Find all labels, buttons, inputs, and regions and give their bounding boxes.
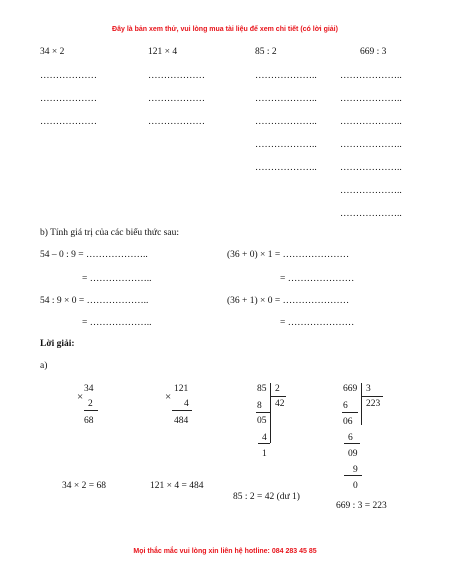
answer-line: ………………..: [340, 117, 402, 127]
answer-line: ………………..: [340, 163, 402, 173]
div-1-quotient: 42: [275, 399, 285, 409]
div-2-divisor: 3: [366, 384, 371, 394]
solution-heading: Lời giải:: [40, 339, 75, 349]
div-1-step-rule: [258, 443, 270, 444]
answer-line: ………………: [148, 117, 205, 127]
answer-line: ………………: [40, 71, 97, 81]
div-2-step: 06: [343, 417, 353, 427]
expression-1: 54 – 0 : 9 = ………………..: [40, 250, 148, 260]
answer-line: ………………..: [340, 140, 402, 150]
mult-1-rule: [84, 410, 98, 411]
answer-line: ………………: [40, 117, 97, 127]
answer-line: ………………..: [255, 94, 317, 104]
div-2-remainder: 0: [353, 481, 358, 491]
div-2-dividend: 669: [343, 384, 358, 394]
problem-2: 121 × 4: [148, 47, 178, 57]
div-1-step: 05: [257, 416, 267, 426]
mult-2-result: 484: [174, 416, 189, 426]
answer-line: ………………..: [340, 71, 402, 81]
div-2-step-rule: [342, 412, 358, 413]
answer-line: ………………..: [255, 140, 317, 150]
mult-2-answer: 121 × 4 = 484: [150, 481, 204, 491]
div-1-vertical-rule: [270, 383, 271, 443]
div-2-divisor-rule: [361, 396, 383, 397]
problem-1: 34 × 2: [40, 47, 65, 57]
hotline-banner: Mọi thắc mắc vui lòng xin liên hệ hotline: 084 283 45 85: [133, 548, 317, 555]
mult-2-bottom: 4: [184, 399, 189, 409]
div-2-vertical-rule: [361, 383, 362, 425]
div-1-divisor: 2: [275, 384, 280, 394]
answer-line: ………………..: [255, 163, 317, 173]
answer-line: ………………..: [340, 209, 402, 219]
expression-3-line2: = ………………..: [82, 318, 152, 328]
solution-part-a-label: a): [40, 361, 48, 371]
times-sign: ×: [165, 391, 172, 403]
times-sign: ×: [77, 391, 84, 403]
expression-1-line2: = ………………..: [82, 274, 152, 284]
answer-line: ………………: [148, 94, 205, 104]
mult-1-bottom: 2: [88, 399, 93, 409]
answer-line: ………………..: [255, 117, 317, 127]
div-2-step-rule: [344, 443, 360, 444]
div-1-dividend: 85: [257, 384, 267, 394]
div-1-step-rule: [256, 412, 270, 413]
mult-1-answer: 34 × 2 = 68: [62, 481, 106, 491]
mult-1-result: 68: [84, 416, 94, 426]
div-2-step: 9: [353, 465, 358, 475]
answer-line: ………………: [40, 94, 97, 104]
div-1-step: 8: [257, 401, 262, 411]
problem-4: 669 : 3: [360, 47, 387, 57]
expression-4: (36 + 1) × 0 = …………………: [227, 296, 350, 306]
div-2-step: 6: [348, 433, 353, 443]
div-2-answer: 669 : 3 = 223: [336, 501, 387, 511]
mult-2-top: 121: [174, 384, 189, 394]
div-1-answer: 85 : 2 = 42 (dư 1): [233, 492, 300, 502]
expression-2-line2: = …………………: [280, 274, 355, 284]
div-2-step: 09: [348, 449, 358, 459]
answer-line: ………………..: [340, 186, 402, 196]
preview-banner: Đây là bản xem thử, vui lòng mua tài liệu để xem chi tiết (có lời giải): [112, 26, 338, 33]
mult-1-top: 34: [84, 384, 94, 394]
div-1-remainder: 1: [262, 449, 267, 459]
div-2-step-rule: [344, 475, 362, 476]
expression-3: 54 : 9 × 0 = ………………..: [40, 296, 149, 306]
mult-2-rule: [172, 410, 192, 411]
div-1-divisor-rule: [270, 396, 286, 397]
div-2-quotient: 223: [366, 399, 381, 409]
div-2-step: 6: [343, 401, 348, 411]
answer-line: ………………: [148, 71, 205, 81]
div-1-step: 4: [262, 433, 267, 443]
answer-line: ………………..: [255, 71, 317, 81]
expression-4-line2: = …………………: [280, 318, 355, 328]
problem-3: 85 : 2: [255, 47, 277, 57]
answer-line: ………………..: [340, 94, 402, 104]
expression-2: (36 + 0) × 1 = …………………: [227, 250, 350, 260]
part-b-heading: b) Tính giá trị của các biểu thức sau:: [40, 228, 179, 238]
